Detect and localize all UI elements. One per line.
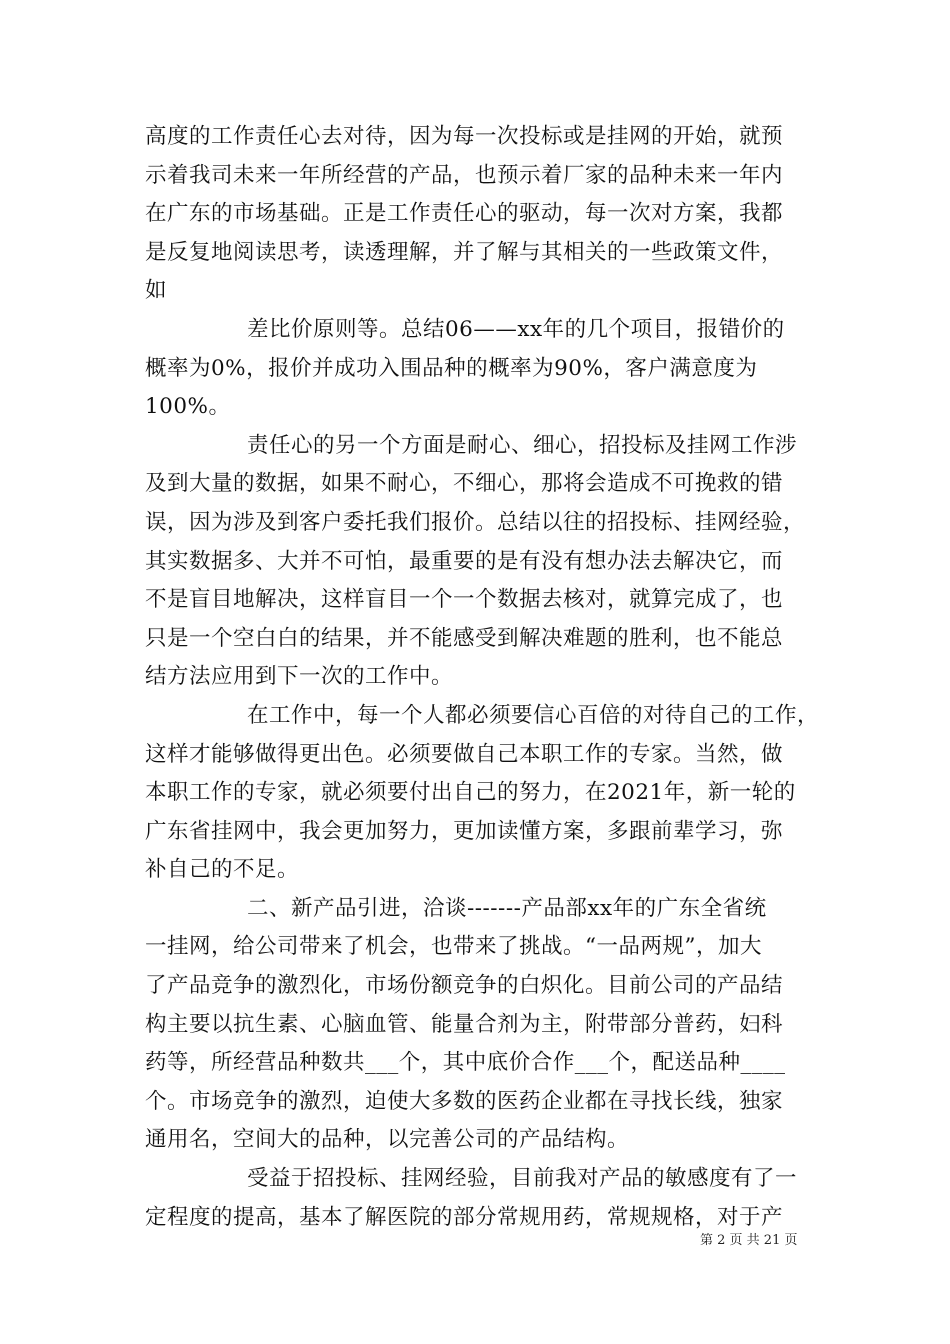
text-line: 二、新产品引进，洽谈-------产品部xx年的广东全省统 — [247, 895, 767, 921]
text-line: 通用名，空间大的品种，以完善公司的产品结构。 — [145, 1127, 630, 1153]
text-line: 100%。 — [145, 394, 231, 420]
text-line: 受益于招投标、挂网经验，目前我对产品的敏感度有了一 — [247, 1166, 798, 1192]
paragraph — [145, 311, 810, 427]
text-line: 结方法应用到下一次的工作中。 — [145, 664, 454, 690]
text-line: 一挂网，给公司带来了机会，也带来了挑战。“一品两规”，加大 — [145, 934, 762, 960]
text-line: 了产品竞争的激烈化，市场份额竞争的白炽化。目前公司的产品结 — [145, 973, 784, 999]
paragraph — [145, 1160, 810, 1237]
text-line: 如 — [145, 278, 168, 304]
page-number-footer: 第 2 页 共 21 页 — [700, 1233, 798, 1248]
text-line: 差比价原则等。总结06——xx年的几个项目，报错价的 — [247, 316, 785, 342]
text-line: 本职工作的专家，就必须要付出自己的努力，在2021年，新一轮的 — [145, 780, 796, 806]
paragraph — [145, 890, 810, 1160]
text-line: 是反复地阅读思考，读透理解，并了解与其相关的一些政策文件， — [145, 239, 784, 265]
text-line: 构主要以抗生素、心脑血管、能量合剂为主，附带部分普药，妇科 — [145, 1011, 784, 1037]
text-line: 药等，所经营品种数共___个，其中底价合作___个，配送品种____ — [145, 1050, 786, 1076]
document-body — [145, 118, 820, 1237]
text-line: 其实数据多、大并不可怕，最重要的是有没有想办法去解决它，而 — [145, 548, 784, 574]
text-line: 这样才能够做得更出色。必须要做自己本职工作的专家。当然，做 — [145, 741, 784, 767]
text-line: 在广东的市场基础。正是工作责任心的驱动，每一次对方案，我都 — [145, 201, 784, 227]
text-line: 个。市场竞争的激烈，迫使大多数的医药企业都在寻找长线，独家 — [145, 1088, 784, 1114]
text-line: 概率为0%，报价并成功入围品种的概率为90%，客户满意度为 — [145, 355, 758, 381]
text-line: 只是一个空白白的结果，并不能感受到解决难题的胜利，也不能总 — [145, 625, 784, 651]
text-line: 在工作中，每一个人都必须要信心百倍的对待自己的工作， — [247, 702, 820, 728]
paragraph — [145, 697, 820, 890]
paragraph — [145, 118, 810, 311]
text-line: 补自己的不足。 — [145, 857, 300, 883]
text-line: 定程度的提高，基本了解医院的部分常规用药，常规规格，对于产 — [145, 1204, 784, 1230]
text-line: 广东省挂网中，我会更加努力，更加读懂方案，多跟前辈学习，弥 — [145, 818, 784, 844]
text-line: 及到大量的数据，如果不耐心，不细心，那将会造成不可挽救的错 — [145, 471, 784, 497]
paragraph — [145, 427, 810, 697]
text-line: 责任心的另一个方面是耐心、细心，招投标及挂网工作涉 — [247, 432, 798, 458]
text-line: 高度的工作责任心去对待，因为每一次投标或是挂网的开始，就预 — [145, 124, 784, 149]
text-line: 误，因为涉及到客户委托我们报价。总结以往的招投标、挂网经验， — [145, 509, 806, 535]
text-line: 示着我司未来一年所经营的产品，也预示着厂家的品种未来一年内 — [145, 162, 784, 188]
text-line: 不是盲目地解决，这样盲目一个一个数据去核对，就算完成了，也 — [145, 587, 784, 613]
